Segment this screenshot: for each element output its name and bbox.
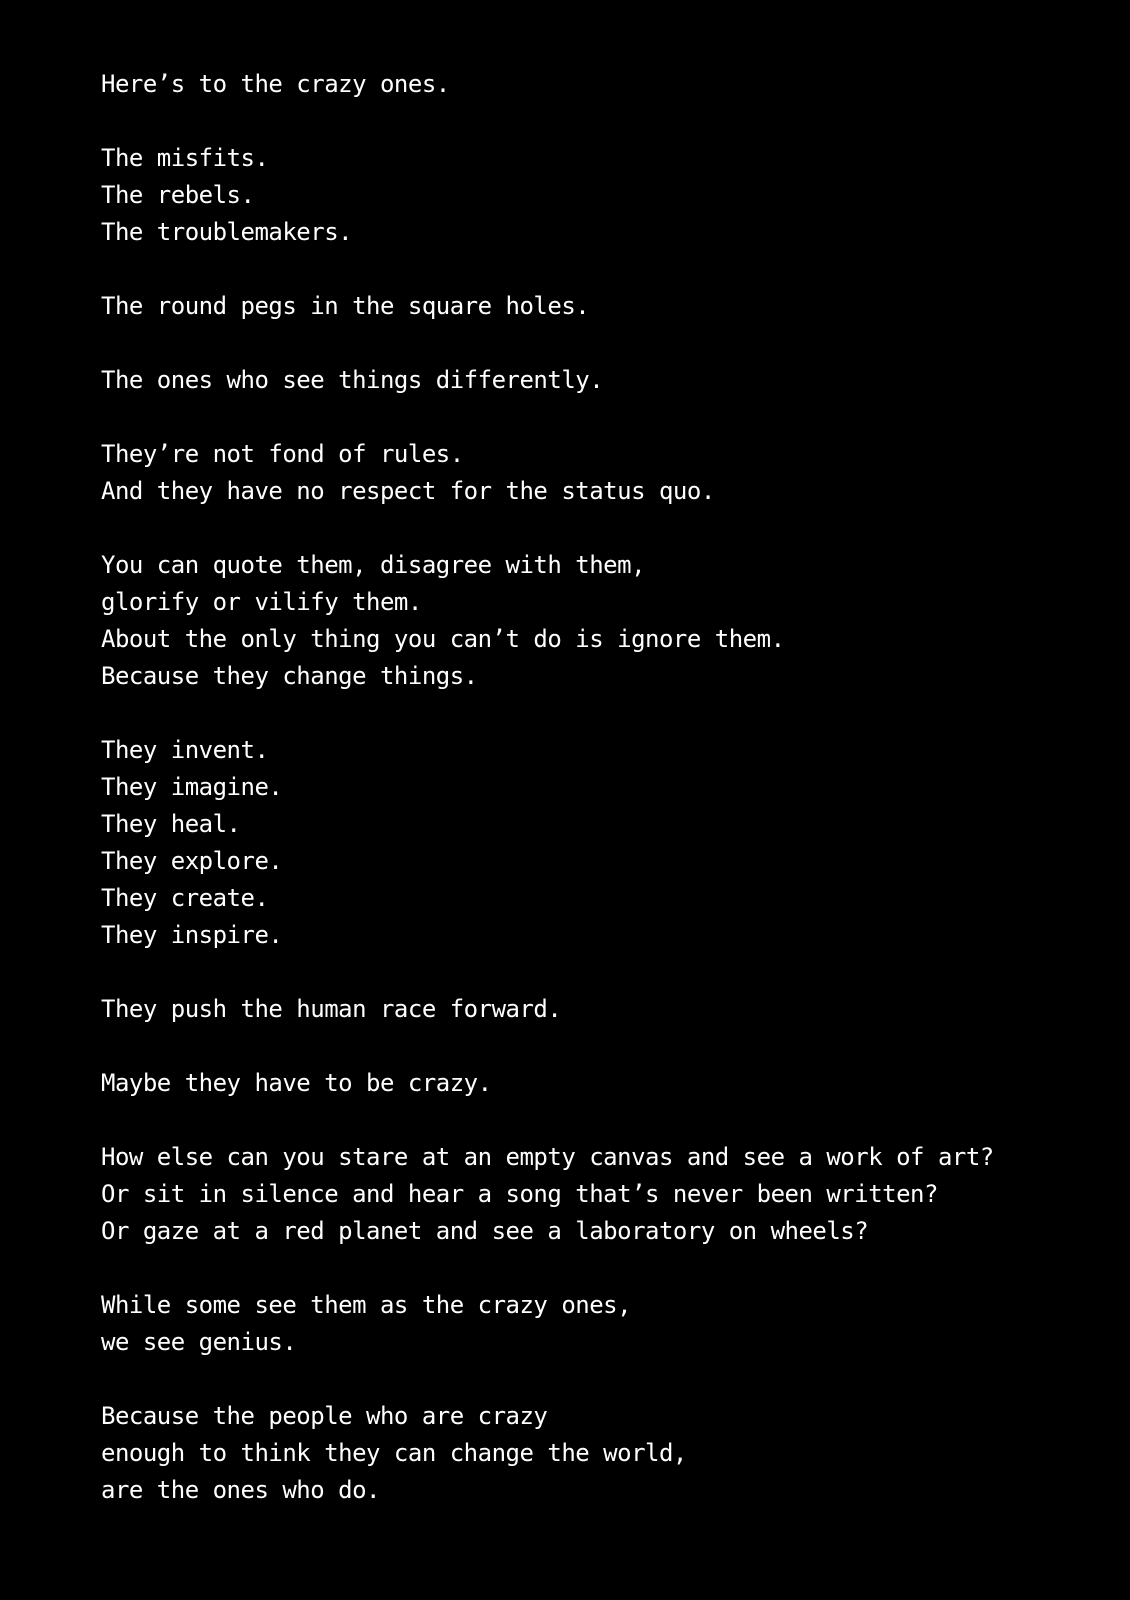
stanza-spacer	[101, 1250, 1101, 1287]
poem-line: The ones who see things differently.	[101, 366, 604, 394]
stanza-spacer	[101, 103, 1101, 140]
poem-line: we see genius.	[101, 1328, 297, 1356]
poem-line: glorify or vilify them.	[101, 588, 422, 616]
poem-line: enough to think they can change the world,	[101, 1439, 687, 1467]
poem-line: The troublemakers.	[101, 218, 353, 246]
poem-line: Because they change things.	[101, 662, 478, 690]
stanza-spacer	[101, 1361, 1101, 1398]
stanza-spacer	[101, 325, 1101, 362]
poem-line: They imagine.	[101, 773, 283, 801]
poem-line: They inspire.	[101, 921, 283, 949]
poem-line: While some see them as the crazy ones,	[101, 1291, 632, 1319]
stanza-spacer	[101, 510, 1101, 547]
poem-line: Here’s to the crazy ones.	[101, 70, 450, 98]
poem-line: They invent.	[101, 736, 269, 764]
stanza-spacer	[101, 251, 1101, 288]
poem-text	[101, 66, 1101, 1509]
poem-line: About the only thing you can’t do is ignore them.	[101, 625, 785, 653]
stanza-spacer	[101, 954, 1101, 991]
poem-line: are the ones who do.	[101, 1476, 380, 1504]
poem-line: They’re not fond of rules.	[101, 440, 464, 468]
poem-line: They explore.	[101, 847, 283, 875]
poem-line: They heal.	[101, 810, 241, 838]
stanza-spacer	[101, 1102, 1101, 1139]
poem-line: They create.	[101, 884, 269, 912]
poem-line: Because the people who are crazy	[101, 1402, 548, 1430]
stanza-spacer	[101, 399, 1101, 436]
poem-line: How else can you stare at an empty canvas and see a work of art?	[101, 1143, 994, 1171]
stanza-spacer	[101, 695, 1101, 732]
poem-line: Maybe they have to be crazy.	[101, 1069, 492, 1097]
poem-line: They push the human race forward.	[101, 995, 562, 1023]
poem-line: The rebels.	[101, 181, 255, 209]
poem-line: Or sit in silence and hear a song that’s never been written?	[101, 1180, 938, 1208]
poem-line: And they have no respect for the status quo.	[101, 477, 715, 505]
poem-line: Or gaze at a red planet and see a laboratory on wheels?	[101, 1217, 869, 1245]
poem-line: You can quote them, disagree with them,	[101, 551, 646, 579]
poem-line: The round pegs in the square holes.	[101, 292, 590, 320]
stanza-spacer	[101, 1028, 1101, 1065]
poem-line: The misfits.	[101, 144, 269, 172]
